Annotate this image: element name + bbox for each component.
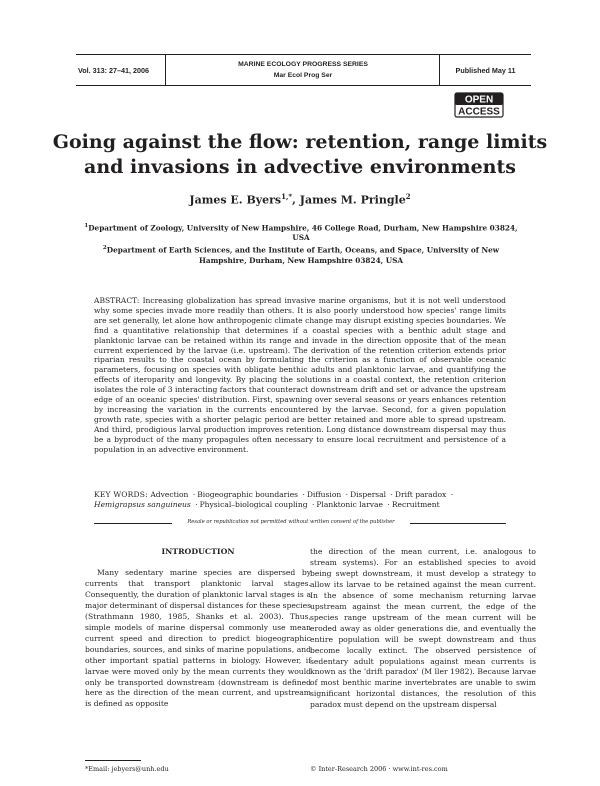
svg-text:OPEN: OPEN [464, 94, 494, 106]
journal-header [76, 54, 531, 86]
keywords-line [94, 490, 506, 500]
body-column-right [310, 547, 536, 711]
body-column-left [85, 543, 311, 710]
journal-abbrev: Mar Ecol Prog Ser [273, 72, 333, 79]
keywords-label: KEY WORDS: [94, 490, 148, 499]
author-name: James E. Byers [189, 193, 282, 207]
author-name: James M. Pringle [299, 193, 406, 207]
keyword: Advection [150, 490, 189, 499]
keyword-separator: · [345, 490, 349, 499]
journal-name-block [166, 55, 440, 85]
keyword-separator: · [390, 490, 393, 499]
footnote-rule [85, 760, 141, 761]
keyword-separator: · [195, 499, 198, 509]
notice-rule [94, 523, 172, 524]
keyword: Drift paradox [394, 490, 447, 499]
svg-text:ACCESS: ACCESS [458, 106, 500, 118]
affiliation [82, 243, 520, 265]
notice-rule [410, 523, 506, 524]
paper-title: Going against the flow: retention, range limits and invasions in advective environments [52, 131, 548, 178]
keyword: Recruitment [391, 499, 440, 509]
keyword-separator: · [192, 490, 196, 499]
keyword: Diffusion [306, 490, 342, 499]
affiliation-text: Department of Zoology, University of New Hampshire, 46 College Road, Durham, New Hampshire 03824, USA [88, 223, 518, 243]
keywords-line [94, 500, 506, 510]
keyword: Biogeographic boundaries [197, 490, 299, 499]
keyword: Hemigrapsus sanguineus [94, 499, 191, 509]
republication-notice: Resale or republication not permitted without written consent of the publisher [187, 519, 395, 525]
copyright: © Inter-Research 2006 · www.int-res.com [310, 765, 448, 773]
keyword-separator: · [450, 490, 454, 499]
author-line [40, 192, 560, 207]
publication-date: Published May 11 [439, 55, 531, 85]
affiliations [82, 221, 520, 266]
keyword-separator: · [387, 499, 390, 509]
affiliation-text: Department of Earth Sciences, and the Institute of Earth, Oceans, and Space, University of New Hampshire, Durham, New Hampshire 03824, USA [106, 245, 500, 265]
affiliation-number: 2 [102, 245, 107, 252]
section-heading: INTRODUCTION [161, 547, 235, 556]
keyword: Dispersal [350, 490, 387, 499]
volume-info: Vol. 313: 27–41, 2006 [76, 55, 166, 85]
keyword-separator: · [311, 499, 315, 509]
affiliation [82, 221, 520, 243]
abstract: ABSTRACT: Increasing globalization has spread invasive marine organisms, but it is not well understood why some species invade more readily than others. It is also poorly understood how species' range limits are set generally, let alone how anthropogenic climate change may disrupt existing species boundaries. We find a quantitative relationship that determines if a coastal species with a benthic adult stage and planktonic larvae can be retained within its range and invade in the direction opposite that of the mean current experienced by the larvae (i.e. upstream). The derivation of the retention criterion extends prior riparian results to the coastal ocean by formulating the criterion as a function of observable oceanic parameters, focusing on species with obligate benthic adults and planktonic larvae, and quantifying the effects of iteroparity and longevity. By placing the solutions in a coastal context, the retention criterion isolates the role of 3 interacting factors that counteract downstream drift and set or advance the upstream edge of an oceanic species' distribution. First, spawning over several seasons or years enhances retention by increasing the variation in the currents encountered by the larvae. Second, for a given population growth rate, species with a shorter pelagic period are better retained and more able to spread upstream. And third, prodigious larval production improves retention. Long distance downstream dispersal may thus be a byproduct of the many propagules often necessary to ensure local recruitment and persistence of a population in an advective environment. [94, 296, 506, 454]
keyword-separator: · [302, 490, 305, 499]
open-access-icon [454, 92, 504, 118]
affiliation-number: 1 [84, 223, 89, 229]
body-paragraph: Many sedentary marine species are dispersed by currents that transport planktonic larval stages. Consequently, the duration of planktonic larval stages is a major determinant of dispersal distances for these species (Strathmann 1980, 1985, Shanks et al. 2003). Thus, simple models of marine dispersal commonly use mean current speed and direction to predict biogeographic boundaries, sources, and sinks of marine populations, and other important spatial patterns in biology. However, if larvae were moved only by the mean currents they would only be transported downstream (downstream is defined here as the direction of the mean current, and upstream is defined as opposite [85, 568, 311, 709]
keyword: Planktonic larvae [316, 499, 383, 509]
corresponding-email: *Email: jebyers@unh.edu [85, 765, 169, 773]
keywords [94, 490, 506, 510]
author-separator: , [292, 193, 300, 207]
author-affiliation-mark: 1,* [281, 192, 293, 201]
author-affiliation-mark: 2 [405, 192, 411, 201]
keyword: Physical–biological coupling [199, 499, 308, 509]
journal-name: MARINE ECOLOGY PROGRESS SERIES [238, 61, 368, 68]
body-paragraph: the direction of the mean current, i.e. analogous to stream systems). For an established species to avoid being swept downstream, it must develop a strategy to allow its larvae to be retained against the mean current. In the absence of some mechanism returning larvae upstream against the mean current, the edge of the species range upstream of the mean current will be eroded away as older generations die, and eventually the entire population will be swept downstream and thus become locally extinct. The observed persistence of sedentary adult populations against mean currents is known as the 'drift paradox' (M ller 1982). Because larvae of most benthic marine invertebrates are unable to swim significant horizontal distances, the resolution of this paradox must depend on the upstream dispersal [310, 547, 536, 710]
